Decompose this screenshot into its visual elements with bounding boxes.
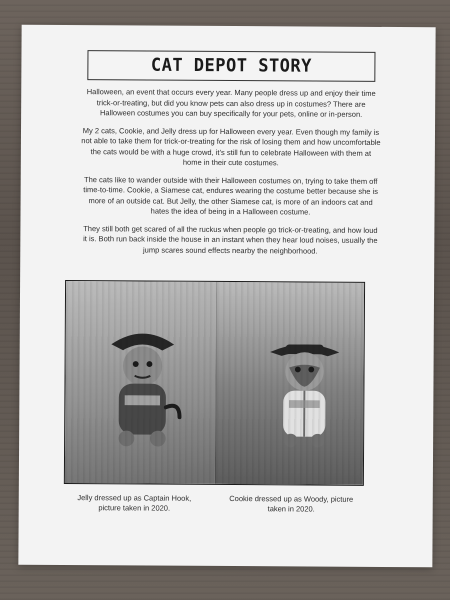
article-body [80, 87, 381, 264]
photo-left-panel [65, 281, 216, 484]
cat-cowboy-icon [256, 324, 353, 465]
cat-pirate-icon [93, 321, 192, 462]
cats-photo [64, 280, 365, 486]
caption-left: Jelly dressed up as Captain Hook, picture taken in 2020. [77, 493, 192, 513]
paragraph-3: The cats like to wander outside with their Halloween costumes on, trying to take them off time-to-time. Cookie, a Siamese cat, endures wearing the costume better because she is more of an outside cat. But Jelly, the other Siamese cat, is more of an indoors cat and hates the idea of being in a Halloween costume. [83, 174, 379, 217]
page-title: CAT DEPOT STORY [150, 54, 312, 77]
caption-right: Cookie dressed up as Woody, picture taken in 2020. [229, 494, 354, 514]
paragraph-1: Halloween, an event that occurs every year. Many people dress up and enjoy their time trick-or-treating, but did you know pets can also dress up in costumes? There are Halloween costumes you can buy specifically for your pets, online or in-person. [86, 87, 376, 119]
paragraph-2: My 2 cats, Cookie, and Jelly dress up for Halloween every year. Even though my family is not able to take them for trick-or-treating for the risk of losing them and how uncomfortable the cats would be with a huge crowd, it’s still fun to celebrate Halloween with them at home in their cute costumes. [81, 125, 381, 168]
photo-right-panel [215, 282, 365, 485]
photo-captions [67, 493, 359, 515]
paper-sheet [18, 25, 435, 568]
paragraph-4: They still both get scared of all the ruckus when people go trick-or-treating, and how loud it is. Both run back inside the house in an instant when they hear loud noises, usually the jump scares sound effects nearby the neighborhood. [83, 223, 378, 256]
title-box [87, 50, 375, 82]
